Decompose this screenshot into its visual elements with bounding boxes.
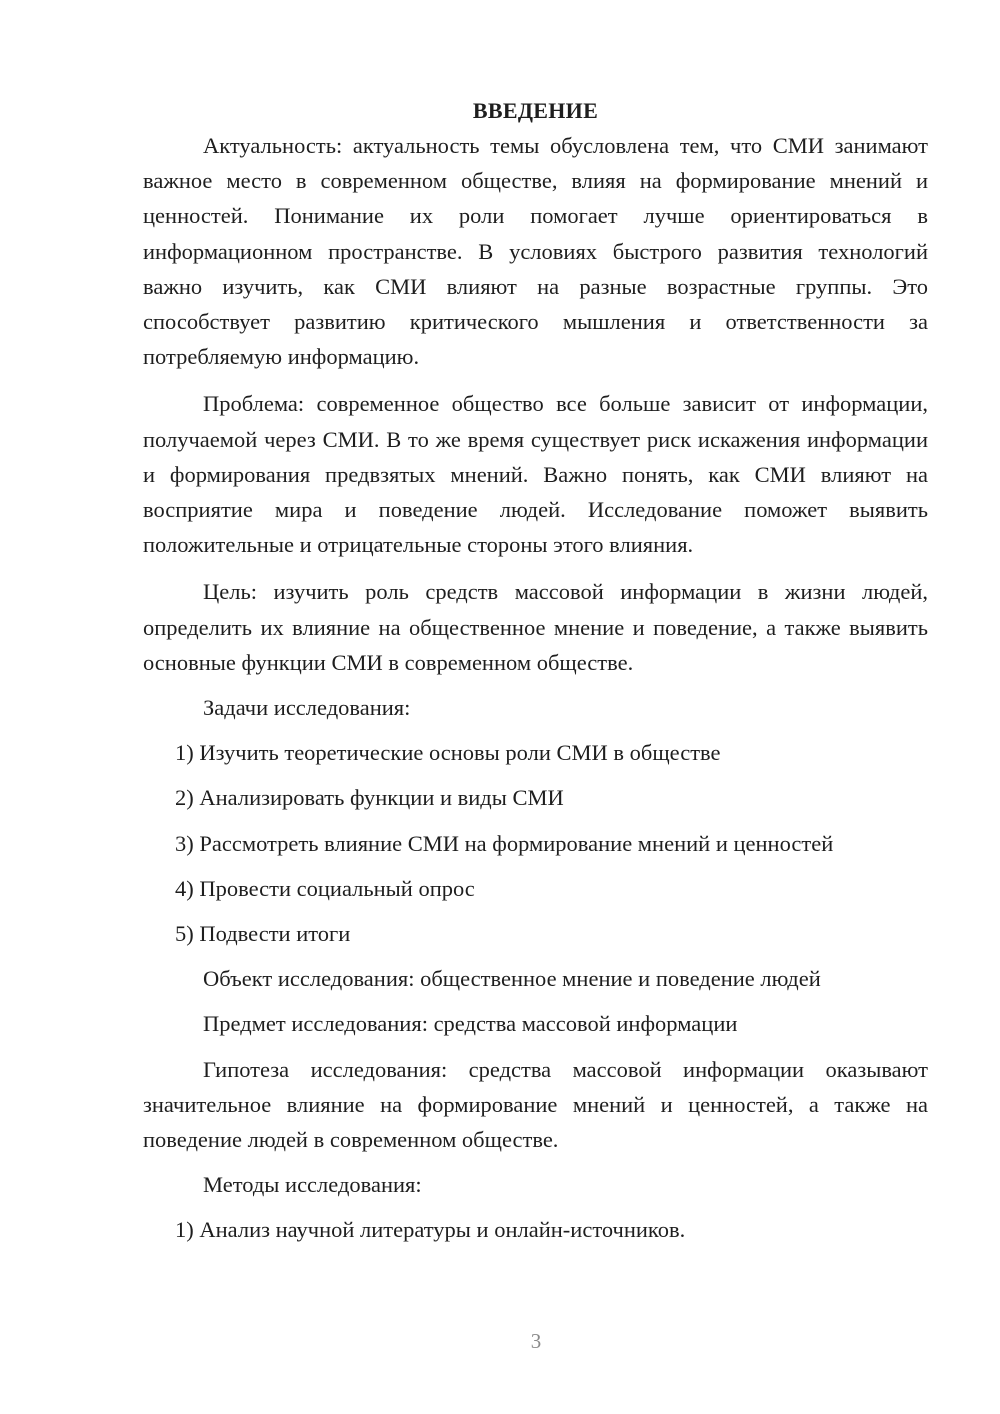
task-item: 2) Анализировать функции и виды СМИ [175, 785, 564, 811]
research-object: Объект исследования: общественное мнение и поведение людей [203, 966, 821, 992]
task-item: 3) Рассмотреть влияние СМИ на формирование мнений и ценностей [175, 830, 834, 856]
relevance-paragraph: Актуальность: актуальность темы обусловлена тем, что СМИ занимают важное место в современном обществе, влияя на формирование мнений и ценностей. Понимание их роли помогает лучше ориентироваться в информационном пространстве. В условиях быстрого развития технологий важно изучить, как СМИ влияют на разные возрастные группы. Это способствует развитию критического мышления и ответственности за потребляемую информацию. [143, 133, 928, 370]
task-item: 4) Провести социальный опрос [175, 875, 475, 901]
task-item: 5) Подвести итоги [175, 921, 351, 947]
page-number: 3 [530, 1329, 542, 1353]
goal-paragraph: Цель: изучить роль средств массовой информации в жизни людей, определить их влияние на общественное мнение и поведение, а также выявить основные функции СМИ в современном обществе. [143, 579, 928, 675]
method-item: 1) Анализ научной литературы и онлайн-источников. [175, 1217, 686, 1243]
problem-paragraph: Проблема: современное общество все больше зависит от информации, получаемой через СМИ. В то же время существует риск искажения информации и формирования предвзятых мнений. Важно понять, как СМИ влияют на восприятие мира и поведение людей. Исследование поможет выявить положительные и отрицательные стороны этого влияния. [143, 391, 928, 558]
hypothesis-paragraph: Гипотеза исследования: средства массовой информации оказывают значительное влияние на формирование мнений и ценностей, а также на поведение людей в современном обществе. [143, 1056, 928, 1153]
research-subject: Предмет исследования: средства массовой информации [203, 1011, 738, 1037]
page-title: ВВЕДЕНИЕ [472, 98, 599, 123]
page-content [143, 94, 928, 1248]
methods-heading: Методы исследования: [203, 1172, 422, 1198]
task-item: 1) Изучить теоретические основы роли СМИ в обществе [175, 740, 721, 766]
tasks-heading: Задачи исследования: [203, 695, 411, 721]
